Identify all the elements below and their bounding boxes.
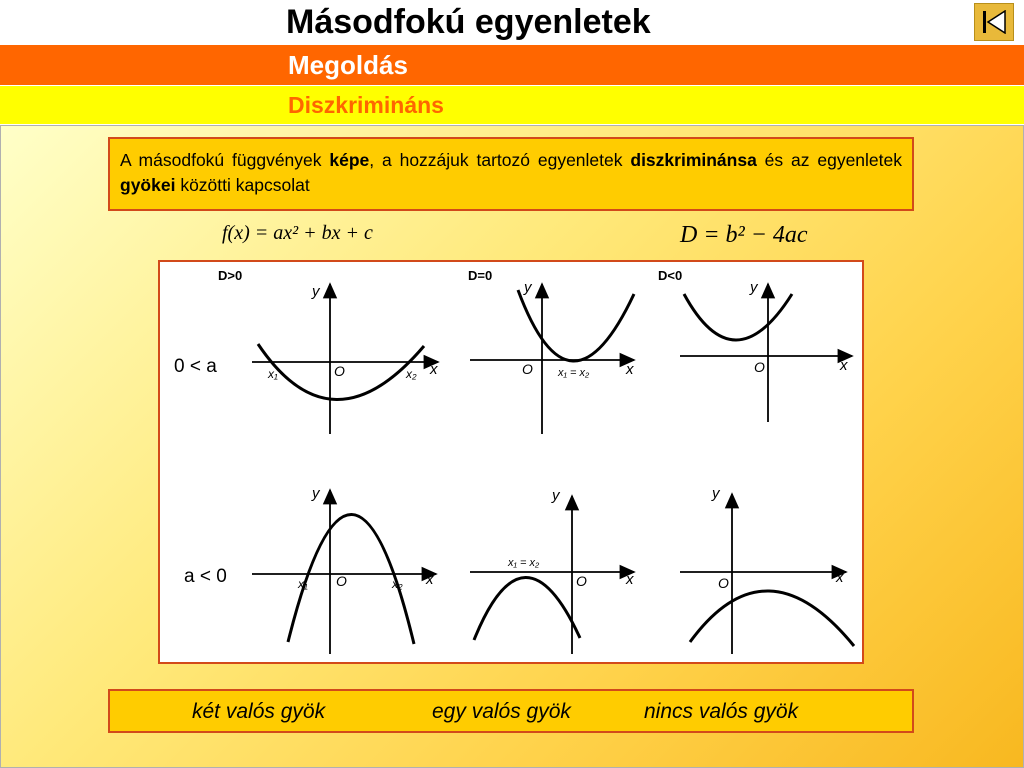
panel-a-neg-d-zero — [470, 496, 634, 654]
col-label-dneg: D<0 — [658, 268, 683, 283]
discriminant-formula: D = b² − 4ac — [680, 222, 808, 248]
summary-two-roots: két valós gyök — [192, 700, 326, 723]
function-formula: f(x) = ax² + bx + c — [222, 222, 373, 244]
panel-a-pos-d-pos — [252, 284, 438, 434]
parabola-figure — [158, 260, 864, 664]
title-bar — [0, 0, 1024, 44]
intro-text-1: A másodfokú függvények — [120, 150, 330, 170]
summary-one-root: egy valós gyök — [432, 700, 571, 723]
panel-a-pos-d-neg — [680, 284, 852, 422]
root2-label-4: x₂ — [392, 577, 403, 591]
section-bar — [0, 45, 1024, 85]
axis-x-label-5: x — [626, 571, 634, 588]
col-label-dpos: D>0 — [218, 268, 243, 283]
origin-label-2: O — [522, 361, 533, 377]
intro-bold-diszkriminansa: diszkriminánsa — [630, 150, 757, 170]
root2-label-1: x₂ — [406, 367, 417, 381]
subsection-bar — [0, 86, 1024, 124]
col-label-dzero: D=0 — [468, 268, 493, 283]
double-root-label-2: x₁ = x₂ — [508, 557, 540, 569]
origin-label-3: O — [754, 359, 765, 375]
skip-back-icon — [981, 10, 1007, 34]
row-label-a-pos: 0 < a — [174, 356, 217, 377]
origin-label-5: O — [576, 573, 587, 589]
origin-label-4: O — [336, 573, 347, 589]
axis-x-label-4: x — [426, 571, 434, 588]
intro-text-4: közötti kapcsolat — [175, 175, 310, 195]
back-nav-button[interactable] — [974, 3, 1014, 41]
root1-label-4: x₁ — [298, 577, 308, 591]
page-title: Másodfokú egyenletek — [286, 3, 651, 41]
row-label-a-neg: a < 0 — [184, 566, 227, 587]
panel-a-neg-d-pos — [252, 490, 436, 654]
axis-y-label-5: y — [552, 487, 560, 504]
intro-bold-gyokei: gyökei — [120, 175, 176, 195]
summary-box — [108, 689, 914, 733]
parabola-diagram — [160, 262, 862, 662]
origin-label-1: O — [334, 363, 345, 379]
axis-x-label-2: x — [626, 361, 634, 378]
origin-label-6: O — [718, 575, 729, 591]
axis-y-label-1: y — [312, 283, 320, 300]
axis-y-label-6: y — [712, 485, 720, 502]
root1-label-1: x₁ — [268, 367, 278, 381]
intro-text-2: , a hozzájuk tartozó egyenletek — [369, 150, 631, 170]
double-root-label-1: x₁ = x₂ — [558, 367, 590, 379]
axis-y-label-2: y — [524, 279, 532, 296]
subsection-title: Diszkrimináns — [288, 92, 444, 118]
axis-y-label-3: y — [750, 279, 758, 296]
section-title: Megoldás — [288, 50, 408, 80]
axis-x-label-1: x — [430, 361, 438, 378]
axis-x-label-3: x — [840, 357, 848, 374]
intro-text-3: és az egyenletek — [756, 150, 903, 170]
axis-y-label-4: y — [312, 485, 320, 502]
panel-a-neg-d-neg — [680, 494, 854, 654]
intro-text-box — [108, 137, 914, 211]
panel-a-pos-d-zero — [470, 284, 634, 434]
summary-no-root: nincs valós gyök — [644, 700, 799, 723]
axis-x-label-6: x — [836, 569, 844, 586]
intro-bold-kep: képe — [329, 150, 370, 170]
